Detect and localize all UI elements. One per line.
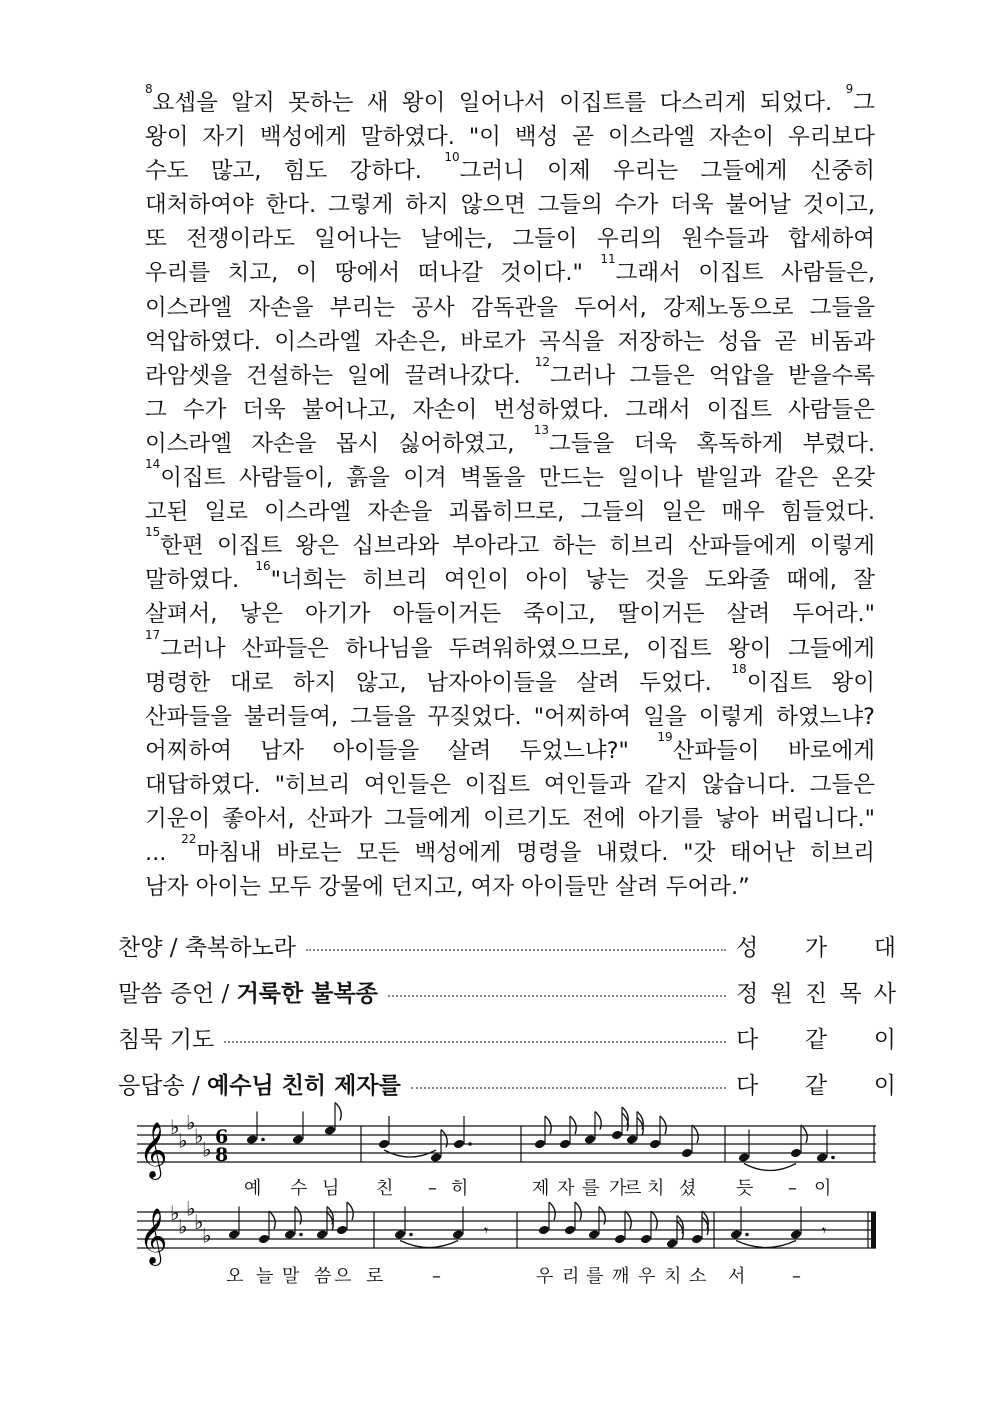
- leader-char: 같: [804, 1026, 828, 1053]
- verse-number: 8: [145, 82, 153, 96]
- verse-number: 13: [533, 422, 550, 437]
- verse-text: 그들을 더욱 혹독하게 부렸다.: [549, 430, 875, 457]
- note-flag: [347, 1202, 353, 1220]
- lyric-syllable: 로: [366, 1266, 384, 1287]
- lyric-syllable: 님: [322, 1178, 340, 1199]
- verse-number: 16: [255, 559, 271, 574]
- note-head: [640, 1234, 652, 1245]
- verse-text: 이스라엘 자손을 몹시 싫어하였고,: [145, 430, 534, 457]
- note-head: [284, 1229, 296, 1240]
- note-head: [614, 1234, 626, 1245]
- note-flag: [651, 1211, 657, 1229]
- leader-char: 목: [839, 980, 862, 1007]
- flat-sign: ♭: [202, 1137, 212, 1162]
- verse-text: 대답하였다. "히브리 여인들은 이집트 여인들과 같지 않습니다. 그들은: [145, 771, 875, 798]
- note-head: [588, 1229, 600, 1240]
- note-dot: [468, 1142, 472, 1146]
- verse-number: 17: [145, 627, 161, 642]
- lyric-syllable: –: [432, 1266, 441, 1287]
- note-flag: [545, 1116, 551, 1134]
- note-flag: [625, 1211, 631, 1229]
- note-dot: [261, 1138, 265, 1142]
- lyric-syllable: 깨: [612, 1266, 630, 1287]
- leader-char: 이: [873, 1026, 896, 1053]
- note-head: [666, 1238, 678, 1249]
- leader-char: 원: [770, 980, 793, 1007]
- verse-number: 15: [145, 525, 161, 540]
- note-dot: [299, 1233, 303, 1237]
- verse-number: 22: [181, 832, 197, 847]
- note-head: [246, 1134, 258, 1145]
- note-dot: [831, 1156, 835, 1160]
- note-head: [730, 1229, 742, 1240]
- lyric-syllable: 말: [282, 1266, 300, 1287]
- verse-number: 9: [845, 82, 854, 96]
- note-head: [394, 1229, 406, 1240]
- final-bar-thick: [871, 1212, 876, 1248]
- time-signature-top: 6: [215, 1126, 229, 1148]
- lyric-syllable: 치: [647, 1178, 665, 1199]
- lyric-syllable: 를: [586, 1266, 604, 1287]
- note-flag: [575, 1202, 581, 1220]
- verse-number: 14: [145, 457, 161, 472]
- verse-text: 그 수가 더욱 불어나고, 자손이 번성하였다. 그래서 이집트 사람들은: [145, 396, 875, 423]
- note-flag: [295, 1207, 301, 1225]
- leader-char: 다: [736, 1026, 759, 1053]
- verse-text: 왕이 자기 백성에게 말하였다. "이 백성 곧 이스라엘 자손이 우리보다: [145, 124, 875, 151]
- note-head: [738, 1152, 750, 1163]
- leader-char: 성: [736, 934, 759, 961]
- verse-number: 10: [444, 150, 460, 165]
- verse-text: 명령한 대로 하지 않고, 남자아이들을 살려 두었다.: [145, 669, 732, 696]
- note-flag: [570, 1116, 576, 1134]
- leader-char: 정: [736, 980, 759, 1007]
- verse-text: 한편 이집트 왕은 십브라와 부아라고 하는 히브리 산파들에게 이렇게: [160, 533, 875, 560]
- flat-sign: ♭: [186, 1110, 196, 1135]
- note-head: [538, 1225, 550, 1236]
- lyric-syllable: 자: [557, 1178, 575, 1199]
- lyric-syllable: –: [428, 1178, 437, 1199]
- note-flag: [599, 1207, 605, 1225]
- flat-sign: ♭: [186, 1196, 196, 1221]
- note-head: [336, 1225, 348, 1236]
- eighth-rest: 𝄾: [822, 1221, 827, 1240]
- lyric-syllable: 으: [334, 1266, 352, 1287]
- verse-text: 기운이 좋아서, 산파가 그들에게 이르기도 전에 아기를 낳아 버립니다.": [145, 805, 875, 832]
- note-head: [816, 1152, 828, 1163]
- eighth-rest: 𝄾: [484, 1221, 489, 1240]
- verse-text: 라암셋을 건설하는 일에 끌려나갔다.: [145, 362, 535, 389]
- verse-text: 고된 일로 이스라엘 자손을 괴롭히므로, 그들의 일은 매우 힘들었다.: [145, 499, 875, 526]
- verse-text: 산파들을 불러들여, 그들을 꾸짖었다. "어찌하여 일을 이렇게 하였느냐?: [145, 703, 875, 730]
- verse-text: 그: [853, 90, 875, 116]
- verse-text: 이집트 왕이: [746, 669, 875, 696]
- note-head: [649, 1139, 661, 1150]
- flat-sign: ♭: [178, 1128, 188, 1153]
- lyric-syllable: 서: [728, 1266, 746, 1287]
- note-flag: [549, 1202, 555, 1220]
- tie: [736, 1241, 796, 1248]
- verse-number: 11: [600, 252, 616, 267]
- verse-text: 그래서 이집트 사람들은,: [615, 260, 875, 287]
- tie: [744, 1164, 796, 1171]
- lyric-syllable: 히: [451, 1178, 469, 1199]
- note-head: [228, 1229, 240, 1240]
- lyric-syllable: 우: [638, 1266, 656, 1287]
- lyric-syllable: 우: [536, 1266, 554, 1287]
- lyric-syllable: 수: [290, 1178, 308, 1199]
- verse-text: 그러나 그들은 억압을 받을수록: [550, 362, 875, 389]
- lyric-syllable: 치: [664, 1266, 682, 1287]
- lyric-syllable: 리: [562, 1266, 580, 1287]
- note-head: [691, 1234, 703, 1245]
- verse-text: 마침내 바로는 모든 백성에게 명령을 내렸다. "갓 태어난 히브리: [196, 840, 876, 867]
- note-head: [452, 1229, 464, 1240]
- note-head: [258, 1234, 270, 1245]
- verse-text: 우리를 치고, 이 땅에서 떠나갈 것이다.": [145, 260, 601, 287]
- note-head: [534, 1139, 546, 1150]
- lyric-syllable: –: [788, 1178, 797, 1199]
- verse-text: 대처하여야 한다. 그렇게 하지 않으면 그들의 수가 더욱 불어날 것이고,: [145, 192, 875, 219]
- verse-text: 억압하였다. 이스라엘 자손은, 바로가 곡식을 저장하는 성읍 곧 비돔과: [145, 328, 875, 355]
- lyric-syllable: 제: [532, 1178, 550, 1199]
- lyric-syllable: 이: [814, 1178, 832, 1199]
- leader-char: 같: [804, 1072, 828, 1099]
- lyric-syllable: 예: [244, 1178, 262, 1199]
- flat-sign: ♭: [170, 1115, 180, 1139]
- flat-sign: ♭: [194, 1210, 204, 1234]
- treble-clef: 𝄞: [139, 1208, 168, 1264]
- note-head: [559, 1139, 571, 1150]
- leader-char: 가: [804, 934, 828, 961]
- note-head: [564, 1225, 576, 1236]
- leader-char: 이: [873, 1072, 896, 1099]
- verse-text: 그러나 산파들은 하나님을 두려워하였으므로, 이집트 왕이 그들에게: [160, 635, 875, 662]
- leader-char: 대: [873, 934, 896, 961]
- time-signature-bottom: 8: [215, 1144, 229, 1166]
- note-dot: [409, 1233, 413, 1237]
- treble-clef: 𝄞: [139, 1122, 168, 1178]
- note-head: [378, 1139, 390, 1150]
- flat-sign: ♭: [170, 1201, 180, 1225]
- verse-number: 18: [731, 661, 747, 676]
- note-flag: [595, 1112, 601, 1130]
- note-dot: [745, 1233, 749, 1237]
- order-item-prefix: 말씀 증언 /: [118, 980, 237, 1007]
- verse-number: 12: [534, 354, 551, 369]
- order-item-title: 축복하노라: [184, 934, 296, 961]
- order-item-title: 예수님 친히 제자를: [207, 1072, 401, 1099]
- verse-text: 남자 아이는 모두 강물에 던지고, 여자 아이들만 살려 두어라.”: [145, 874, 750, 901]
- verse-number: 19: [657, 729, 673, 744]
- note-head: [790, 1229, 802, 1240]
- verse-text: 말하였다.: [145, 567, 256, 594]
- lyric-syllable: –: [792, 1266, 801, 1287]
- note-head: [430, 1152, 442, 1163]
- verse-text: 또 전쟁이라도 일어나는 날에는, 그들이 우리의 원수들과 합세하여: [145, 226, 875, 253]
- lyric-syllable: 늘: [256, 1266, 274, 1287]
- lyric-syllable: 친: [376, 1178, 394, 1199]
- flat-sign: ♭: [202, 1223, 212, 1248]
- verse-text: 이스라엘 자손을 부리는 공사 감독관을 두어서, 강제노동으로 그들을: [145, 294, 875, 321]
- order-item-prefix: 응답송 /: [118, 1072, 208, 1099]
- staff-line-1: [137, 1103, 876, 1200]
- lyric-syllable: 듯: [736, 1178, 754, 1199]
- note-head: [626, 1134, 638, 1145]
- lyric-syllable: 셨: [679, 1178, 697, 1199]
- verse-text: ...: [145, 840, 182, 867]
- note-flag: [335, 1103, 341, 1121]
- flat-sign: ♭: [194, 1124, 204, 1148]
- verse-text: 그러니 이제 우리는 그들에게 신중히: [459, 158, 876, 185]
- flat-sign: ♭: [178, 1214, 188, 1239]
- order-item-title: 거룩한 불복종: [236, 980, 378, 1007]
- verse-text: 수도 많고, 힘도 강하다.: [145, 158, 445, 185]
- verse-text: 어찌하여 남자 아이들을 살려 두었느냐?": [145, 737, 658, 764]
- lyric-syllable: 씀: [314, 1266, 332, 1287]
- verse-text: "너희는 히브리 여인이 아이 낳는 것을 도와줄 때에, 잘: [270, 567, 875, 594]
- note-head: [790, 1148, 802, 1159]
- note-head: [324, 1125, 336, 1136]
- note-head: [292, 1134, 304, 1145]
- note-flag: [441, 1130, 447, 1148]
- tie: [400, 1241, 458, 1248]
- note-head: [584, 1134, 596, 1145]
- verse-text: 산파들이 바로에게: [672, 737, 875, 764]
- lyric-syllable: 를: [582, 1178, 600, 1199]
- note-flag: [269, 1211, 275, 1229]
- verse-text: 요셉을 알지 못하는 새 왕이 일어나서 이집트를 다스리게 되었다.: [152, 90, 846, 116]
- leader-char: 다: [736, 1072, 759, 1099]
- lyric-syllable: 오: [226, 1266, 244, 1287]
- note-flag: [660, 1116, 666, 1134]
- order-item-prefix: 찬양 /: [118, 934, 185, 961]
- note-flag: [801, 1125, 807, 1143]
- lyric-syllable: 르: [624, 1178, 642, 1199]
- leader-char: 사: [873, 980, 896, 1007]
- lyric-syllable: 소: [689, 1266, 707, 1287]
- note-head: [316, 1229, 328, 1240]
- note-head: [681, 1148, 693, 1159]
- note-head: [453, 1139, 465, 1150]
- leader-char: 진: [804, 980, 828, 1007]
- order-item-prefix: 침묵 기도: [118, 1026, 215, 1053]
- lyric-syllable: 가: [609, 1178, 627, 1199]
- note-head: [611, 1130, 623, 1141]
- staff-line-2: [137, 1197, 876, 1288]
- note-flag: [692, 1125, 698, 1143]
- verse-text: 이집트 사람들이, 흙을 이겨 벽돌을 만드는 일이나 밭일과 같은 온갖: [160, 465, 875, 492]
- verse-text: 살펴서, 낳은 아기가 아들이거든 죽이고, 딸이거든 살려 두어라.": [145, 601, 875, 628]
